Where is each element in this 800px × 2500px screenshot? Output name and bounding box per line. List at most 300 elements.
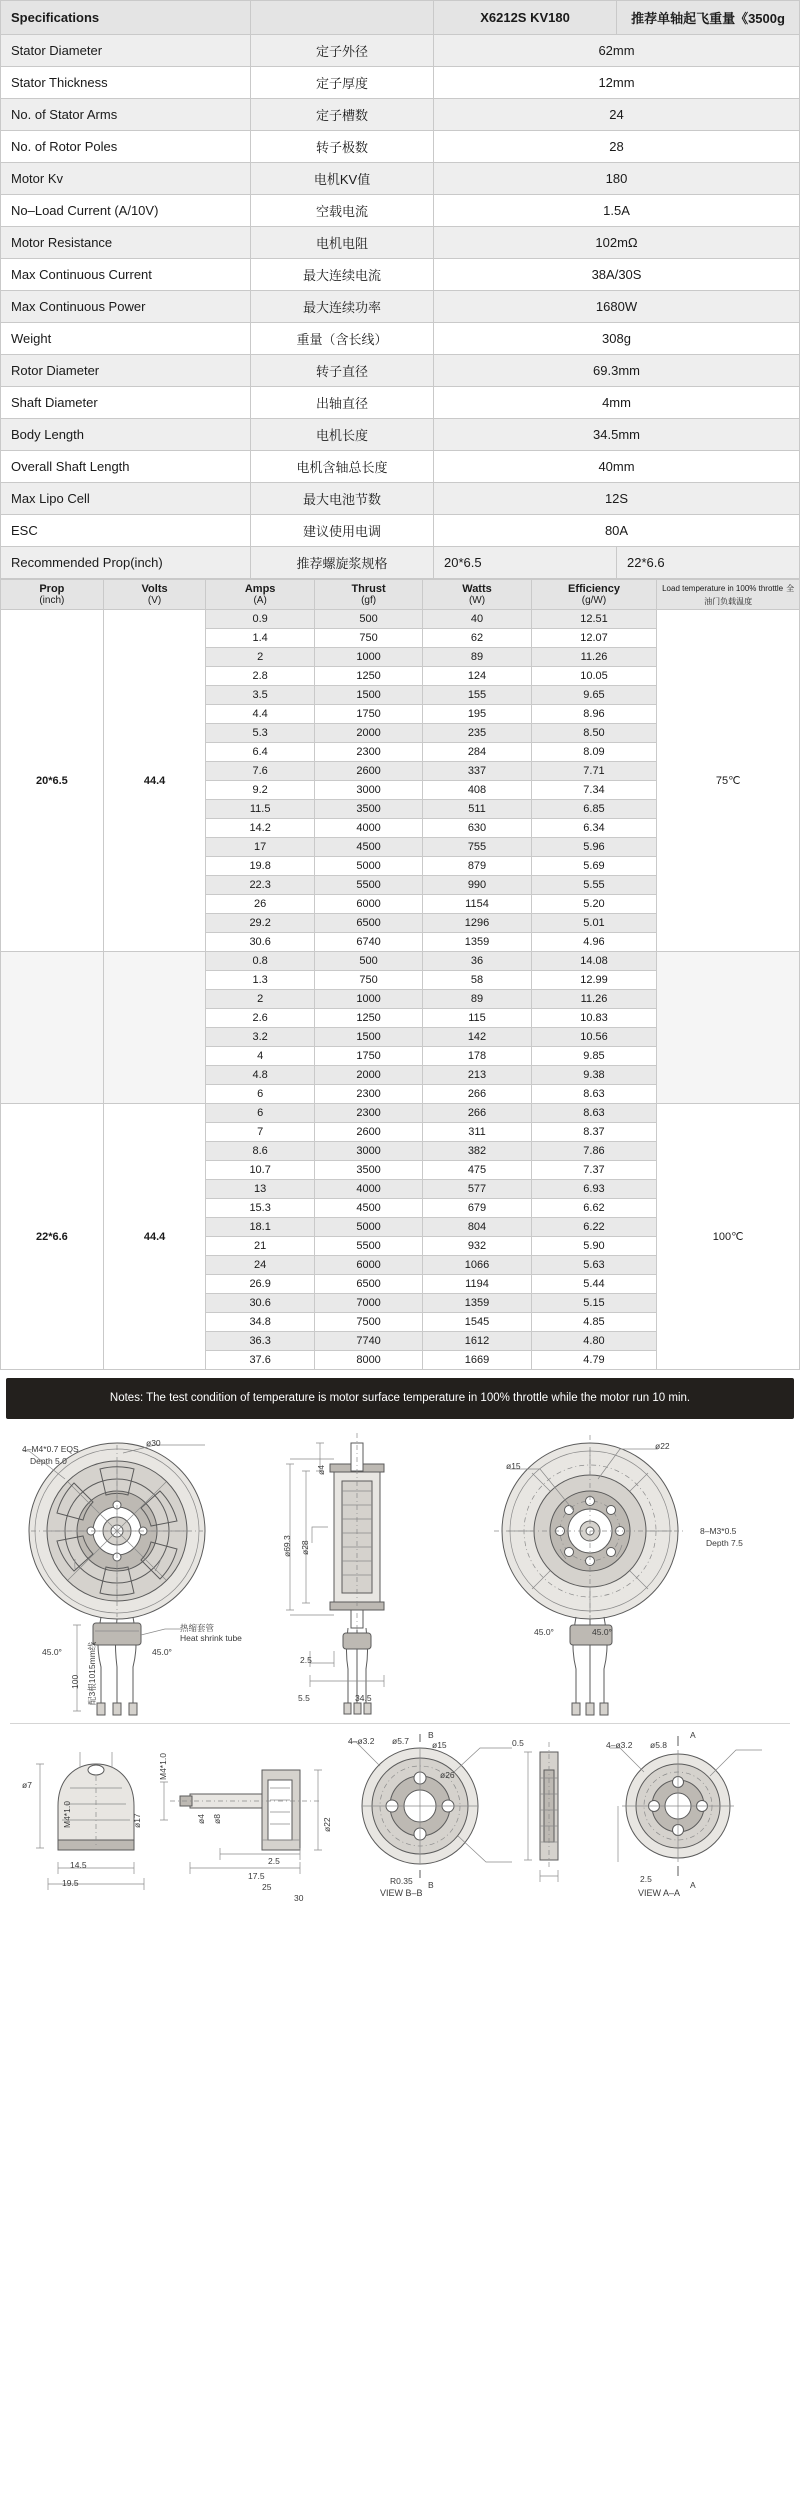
dim-m4: ø22	[322, 1817, 332, 1832]
dim-m7: 25	[262, 1881, 272, 1892]
dim-rear-screw-spec: 8–M3*0.5	[700, 1525, 737, 1536]
perf-header-amps	[206, 580, 314, 610]
cell-thrust: 1000	[314, 648, 422, 667]
cell-thrust: 5000	[314, 1218, 422, 1237]
cell-efficiency: 5.01	[531, 914, 657, 933]
perf-header-volts	[103, 580, 206, 610]
cell-watts: 879	[423, 857, 531, 876]
dim-screw-depth: Depth 5.0	[30, 1455, 67, 1466]
spec-label: Max Continuous Current	[1, 259, 251, 291]
cell-thrust: 6000	[314, 1256, 422, 1275]
cell-thrust: 3000	[314, 1142, 422, 1161]
cell-watts: 1359	[423, 933, 531, 952]
drawing-divider	[10, 1723, 790, 1724]
cell-thrust: 8000	[314, 1351, 422, 1370]
spec-label-cn: 转子极数	[251, 131, 434, 163]
spec-label-cn: 空载电流	[251, 195, 434, 227]
cell-amps: 7	[206, 1123, 314, 1142]
cell-efficiency: 4.79	[531, 1351, 657, 1370]
spec-value: 62mm	[434, 35, 800, 67]
cell-amps: 8.6	[206, 1142, 314, 1161]
drawing-row-bottom	[0, 1728, 800, 1908]
cell-thrust: 7000	[314, 1294, 422, 1313]
cell-amps: 18.1	[206, 1218, 314, 1237]
drawing-row-top	[0, 1419, 800, 1719]
dim-m1: M4*1.0	[158, 1753, 168, 1780]
table-row	[1, 483, 800, 515]
cell-watts: 577	[423, 1180, 531, 1199]
perf-header-temperature	[657, 580, 800, 610]
dim-rear-angle-2: 45.0°	[592, 1626, 612, 1637]
cell-efficiency: 8.50	[531, 724, 657, 743]
cell-efficiency: 10.56	[531, 1028, 657, 1047]
cell-amps: 5.3	[206, 724, 314, 743]
cell-efficiency: 4.85	[531, 1313, 657, 1332]
cell-watts: 266	[423, 1085, 531, 1104]
dim-v5: R0.35	[390, 1875, 413, 1886]
spec-label-cn: 电机长度	[251, 419, 434, 451]
cell-thrust: 4500	[314, 1199, 422, 1218]
label-section-b-bottom: B	[428, 1879, 434, 1890]
table-row	[1, 163, 800, 195]
cell-efficiency: 6.85	[531, 800, 657, 819]
cell-thrust: 7740	[314, 1332, 422, 1351]
table-row	[1, 515, 800, 547]
dim-angle-1: 45.0°	[42, 1646, 62, 1657]
table-row	[1, 259, 800, 291]
cell-efficiency: 9.85	[531, 1047, 657, 1066]
table-row	[1, 547, 800, 579]
cell-watts: 1612	[423, 1332, 531, 1351]
cell-thrust: 500	[314, 952, 422, 971]
cell-efficiency: 5.20	[531, 895, 657, 914]
cell-efficiency: 8.63	[531, 1104, 657, 1123]
cell-efficiency: 14.08	[531, 952, 657, 971]
cell-watts: 178	[423, 1047, 531, 1066]
perf-header-watts-title: Watts	[462, 582, 492, 595]
cell-amps: 4.8	[206, 1066, 314, 1085]
cell-amps: 3.5	[206, 686, 314, 705]
perf-header-prop	[1, 580, 104, 610]
cell-amps: 22.3	[206, 876, 314, 895]
cell-watts: 475	[423, 1161, 531, 1180]
spec-header-specifications: Specifications	[1, 1, 251, 35]
cell-watts: 89	[423, 648, 531, 667]
cell-thrust: 2300	[314, 1085, 422, 1104]
dim-15: ø15	[506, 1460, 521, 1471]
cell-thrust: 2000	[314, 1066, 422, 1085]
cell-efficiency: 5.55	[531, 876, 657, 895]
cell-efficiency: 12.99	[531, 971, 657, 990]
table-row	[1, 610, 800, 629]
cell-amps: 13	[206, 1180, 314, 1199]
cell-thrust: 6740	[314, 933, 422, 952]
cell-amps: 4	[206, 1047, 314, 1066]
spec-label: Max Continuous Power	[1, 291, 251, 323]
cell-watts: 235	[423, 724, 531, 743]
cell-efficiency: 4.80	[531, 1332, 657, 1351]
dim-m3: ø8	[212, 1814, 222, 1824]
spec-label: Max Lipo Cell	[1, 483, 251, 515]
cell-efficiency: 5.15	[531, 1294, 657, 1313]
cell-efficiency: 10.05	[531, 667, 657, 686]
cell-watts: 1669	[423, 1351, 531, 1370]
specifications-table	[0, 0, 800, 579]
label-view-aa: VIEW A–A	[638, 1887, 681, 1898]
spec-value: 1.5A	[434, 195, 800, 227]
dim-v2: ø5.7	[392, 1735, 410, 1746]
spec-value: 69.3mm	[434, 355, 800, 387]
perf-header-thrust-unit: (gf)	[361, 595, 377, 607]
cell-watts: 284	[423, 743, 531, 762]
cell-watts: 679	[423, 1199, 531, 1218]
spec-label: No–Load Current (A/10V)	[1, 195, 251, 227]
spec-value: 40mm	[434, 451, 800, 483]
dim-rear-angle-1: 45.0°	[534, 1626, 554, 1637]
spec-label: No. of Stator Arms	[1, 99, 251, 131]
spec-label: Recommended Prop(inch)	[1, 547, 251, 579]
spec-value-prop2: 22*6.6	[617, 547, 800, 579]
cell-watts: 124	[423, 667, 531, 686]
dim-v4: ø26	[440, 1769, 455, 1780]
cell-amps: 3.2	[206, 1028, 314, 1047]
cell-watts: 155	[423, 686, 531, 705]
cell-efficiency: 7.86	[531, 1142, 657, 1161]
cell-amps: 14.2	[206, 819, 314, 838]
cell-watts: 630	[423, 819, 531, 838]
perf-group-volts: 44.4	[103, 610, 206, 952]
spec-value: 80A	[434, 515, 800, 547]
spec-header-row	[1, 1, 800, 35]
perf-header-temperature-unit: 全油门负载温度	[704, 584, 795, 606]
spec-value: 180	[434, 163, 800, 195]
cell-thrust: 2300	[314, 743, 422, 762]
cell-watts: 311	[423, 1123, 531, 1142]
dim-m8: 30	[294, 1892, 304, 1903]
cell-watts: 1296	[423, 914, 531, 933]
spec-label-cn: 建议使用电调	[251, 515, 434, 547]
table-row	[1, 131, 800, 163]
cell-efficiency: 5.63	[531, 1256, 657, 1275]
cell-efficiency: 4.96	[531, 933, 657, 952]
cell-watts: 142	[423, 1028, 531, 1047]
cell-efficiency: 8.96	[531, 705, 657, 724]
dim-345: 34.5	[355, 1692, 372, 1703]
label-section-b-top: B	[428, 1729, 434, 1740]
cell-watts: 932	[423, 1237, 531, 1256]
cell-watts: 804	[423, 1218, 531, 1237]
cell-watts: 213	[423, 1066, 531, 1085]
cell-thrust: 3500	[314, 800, 422, 819]
dim-l2: 19.5	[62, 1877, 79, 1888]
cell-amps: 21	[206, 1237, 314, 1256]
cell-thrust: 4500	[314, 838, 422, 857]
spec-value: 34.5mm	[434, 419, 800, 451]
cell-thrust: 750	[314, 971, 422, 990]
cell-efficiency: 9.38	[531, 1066, 657, 1085]
perf-header-efficiency	[531, 580, 657, 610]
cell-watts: 511	[423, 800, 531, 819]
spec-label: Stator Diameter	[1, 35, 251, 67]
cell-amps: 7.6	[206, 762, 314, 781]
cell-amps: 19.8	[206, 857, 314, 876]
cell-watts: 408	[423, 781, 531, 800]
cell-watts: 266	[423, 1104, 531, 1123]
cell-watts: 115	[423, 1009, 531, 1028]
dim-a4: 2.5	[640, 1873, 652, 1884]
cell-amps: 6	[206, 1104, 314, 1123]
cell-amps: 36.3	[206, 1332, 314, 1351]
cell-thrust: 6000	[314, 895, 422, 914]
cell-thrust: 1000	[314, 990, 422, 1009]
spec-label-cn: 定子外径	[251, 35, 434, 67]
cell-thrust: 5500	[314, 876, 422, 895]
cell-amps: 2.6	[206, 1009, 314, 1028]
table-row	[1, 387, 800, 419]
spec-label-cn: 转子直径	[251, 355, 434, 387]
dim-25: 2.5	[300, 1654, 312, 1665]
spec-value: 1680W	[434, 291, 800, 323]
spec-header-blank	[251, 1, 434, 35]
performance-table	[0, 579, 800, 1370]
perf-group-volts: 44.4	[103, 1104, 206, 1370]
cell-amps: 34.8	[206, 1313, 314, 1332]
spec-value: 102mΩ	[434, 227, 800, 259]
cell-watts: 1066	[423, 1256, 531, 1275]
cell-amps: 15.3	[206, 1199, 314, 1218]
spec-label: Overall Shaft Length	[1, 451, 251, 483]
cell-watts: 195	[423, 705, 531, 724]
perf-group-volts-blank	[103, 952, 206, 1104]
cell-efficiency: 8.09	[531, 743, 657, 762]
spec-value: 28	[434, 131, 800, 163]
table-row	[1, 952, 800, 971]
spec-label-cn: 定子槽数	[251, 99, 434, 131]
dim-28: ø28	[300, 1540, 310, 1555]
spec-label: Motor Kv	[1, 163, 251, 195]
cell-watts: 755	[423, 838, 531, 857]
spec-label: No. of Rotor Poles	[1, 131, 251, 163]
cell-watts: 62	[423, 629, 531, 648]
cell-thrust: 1250	[314, 1009, 422, 1028]
spec-label-cn: 最大电池节数	[251, 483, 434, 515]
cell-efficiency: 6.62	[531, 1199, 657, 1218]
cell-efficiency: 9.65	[531, 686, 657, 705]
drawing-flange-bb	[340, 1728, 520, 1898]
perf-header-efficiency-title: Efficiency	[567, 582, 620, 595]
spec-label: Body Length	[1, 419, 251, 451]
cell-thrust: 4000	[314, 1180, 422, 1199]
cell-efficiency: 6.22	[531, 1218, 657, 1237]
dim-heat-tube-cn: 热缩套管	[180, 1622, 215, 1633]
cell-amps: 10.7	[206, 1161, 314, 1180]
dim-angle-2: 45.0°	[152, 1646, 172, 1657]
dim-wire-length: 100	[70, 1674, 80, 1689]
perf-header-prop-title: Prop	[39, 582, 65, 595]
table-row	[1, 291, 800, 323]
spec-value-prop1: 20*6.5	[434, 547, 617, 579]
spec-label-cn: 最大连续功率	[251, 291, 434, 323]
cell-amps: 11.5	[206, 800, 314, 819]
cell-amps: 0.9	[206, 610, 314, 629]
cell-amps: 6	[206, 1085, 314, 1104]
perf-header-row	[1, 580, 800, 610]
spec-label-cn: 重量（含长线）	[251, 323, 434, 355]
spec-label-cn: 电机KV值	[251, 163, 434, 195]
cell-thrust: 1250	[314, 667, 422, 686]
cell-amps: 2	[206, 990, 314, 1009]
cell-watts: 990	[423, 876, 531, 895]
cell-thrust: 6500	[314, 914, 422, 933]
cell-thrust: 2000	[314, 724, 422, 743]
cell-efficiency: 12.51	[531, 610, 657, 629]
dim-v6: 0.5	[512, 1737, 524, 1748]
label-section-a-bottom: A	[690, 1879, 696, 1890]
dim-22: ø22	[655, 1440, 670, 1451]
cell-watts: 1359	[423, 1294, 531, 1313]
drawing-flange-aa	[600, 1728, 780, 1898]
dim-a1: 4–ø3.2	[606, 1739, 633, 1750]
dim-m6: 17.5	[248, 1870, 265, 1881]
perf-group-prop-blank	[1, 952, 104, 1104]
cell-amps: 9.2	[206, 781, 314, 800]
perf-header-prop-unit: (inch)	[39, 595, 65, 607]
cell-amps: 6.4	[206, 743, 314, 762]
cell-efficiency: 6.34	[531, 819, 657, 838]
perf-group-prop: 20*6.5	[1, 610, 104, 952]
cell-amps: 1.3	[206, 971, 314, 990]
cell-amps: 2.8	[206, 667, 314, 686]
cell-thrust: 2600	[314, 762, 422, 781]
cell-thrust: 3000	[314, 781, 422, 800]
perf-group-prop: 22*6.6	[1, 1104, 104, 1370]
dim-d1: ø7	[22, 1779, 32, 1790]
spec-label: ESC	[1, 515, 251, 547]
perf-header-volts-title: Volts	[141, 582, 168, 595]
perf-header-amps-title: Amps	[244, 582, 276, 595]
spec-label: Rotor Diameter	[1, 355, 251, 387]
notes-banner: Notes: The test condition of temperature is motor surface temperature in 100% throttle while the motor run 10 min.	[6, 1378, 794, 1419]
spec-label-cn: 最大连续电流	[251, 259, 434, 291]
spec-value: 24	[434, 99, 800, 131]
cell-watts: 89	[423, 990, 531, 1009]
spec-label: Stator Thickness	[1, 67, 251, 99]
cell-thrust: 1750	[314, 1047, 422, 1066]
cell-efficiency: 8.37	[531, 1123, 657, 1142]
table-row	[1, 323, 800, 355]
cell-watts: 337	[423, 762, 531, 781]
table-row	[1, 99, 800, 131]
dim-v3: ø15	[432, 1739, 447, 1750]
dim-body-diameter: ø69.3	[282, 1535, 292, 1557]
dim-shaft-diameter: ø4	[316, 1465, 326, 1475]
spec-label: Shaft Diameter	[1, 387, 251, 419]
cell-amps: 37.6	[206, 1351, 314, 1370]
cell-thrust: 750	[314, 629, 422, 648]
cell-thrust: 2300	[314, 1104, 422, 1123]
cell-efficiency: 10.83	[531, 1009, 657, 1028]
table-row	[1, 419, 800, 451]
table-row	[1, 195, 800, 227]
spec-value: 12mm	[434, 67, 800, 99]
cell-efficiency: 6.93	[531, 1180, 657, 1199]
perf-group-temperature: 75℃	[657, 610, 800, 952]
label-view-bb: VIEW B–B	[380, 1887, 423, 1898]
cell-efficiency: 5.44	[531, 1275, 657, 1294]
perf-header-watts-unit: (W)	[468, 595, 486, 607]
cell-efficiency: 11.26	[531, 990, 657, 1009]
cell-amps: 2	[206, 648, 314, 667]
cell-watts: 1154	[423, 895, 531, 914]
technical-drawings	[0, 1419, 800, 1908]
spec-label-cn: 电机电阻	[251, 227, 434, 259]
spec-value: 38A/30S	[434, 259, 800, 291]
table-row	[1, 355, 800, 387]
cell-amps: 4.4	[206, 705, 314, 724]
cell-efficiency: 7.34	[531, 781, 657, 800]
cell-watts: 58	[423, 971, 531, 990]
spec-value: 4mm	[434, 387, 800, 419]
cell-efficiency: 12.07	[531, 629, 657, 648]
cell-thrust: 2600	[314, 1123, 422, 1142]
cell-amps: 26.9	[206, 1275, 314, 1294]
spec-value: 308g	[434, 323, 800, 355]
dim-rear-screw-depth: Depth 7.5	[706, 1537, 743, 1548]
dim-l1: 14.5	[70, 1859, 87, 1870]
cell-thrust: 5000	[314, 857, 422, 876]
dim-d2: M4*1.0	[62, 1801, 72, 1828]
cell-thrust: 5500	[314, 1237, 422, 1256]
cell-amps: 1.4	[206, 629, 314, 648]
cell-watts: 382	[423, 1142, 531, 1161]
spec-header-model: X6212S KV180	[434, 1, 617, 35]
spec-header-takeoff-weight: 推荐单轴起飞重量《3500g	[617, 1, 800, 35]
dim-d3: ø17	[132, 1813, 142, 1828]
cell-efficiency: 7.37	[531, 1161, 657, 1180]
cell-thrust: 6500	[314, 1275, 422, 1294]
dim-m5: 2.5	[268, 1855, 280, 1866]
cell-amps: 17	[206, 838, 314, 857]
cell-efficiency: 5.96	[531, 838, 657, 857]
perf-header-temperature-title: Load temperature in 100% throttle	[662, 584, 784, 593]
drawing-side-section	[250, 1419, 465, 1719]
cell-thrust: 1750	[314, 705, 422, 724]
cell-amps: 24	[206, 1256, 314, 1275]
cell-thrust: 500	[314, 610, 422, 629]
cell-efficiency: 5.69	[531, 857, 657, 876]
dim-a2: ø5.8	[650, 1739, 668, 1750]
cell-thrust: 1500	[314, 1028, 422, 1047]
cell-amps: 30.6	[206, 1294, 314, 1313]
spec-value: 12S	[434, 483, 800, 515]
table-row	[1, 67, 800, 99]
spec-label: Weight	[1, 323, 251, 355]
perf-header-watts	[423, 580, 531, 610]
cell-amps: 30.6	[206, 933, 314, 952]
cell-thrust: 3500	[314, 1161, 422, 1180]
cell-efficiency: 7.71	[531, 762, 657, 781]
dim-v1: 4–ø3.2	[348, 1735, 375, 1746]
spec-label-cn: 出轴直径	[251, 387, 434, 419]
perf-header-efficiency-unit: (g/W)	[581, 595, 607, 607]
cell-efficiency: 5.90	[531, 1237, 657, 1256]
table-row	[1, 35, 800, 67]
perf-group-temperature-blank	[657, 952, 800, 1104]
cell-watts: 36	[423, 952, 531, 971]
dim-wire-note: 配3根1015mm线	[87, 1641, 97, 1705]
table-row	[1, 1104, 800, 1123]
drawing-shaft-adapter	[150, 1728, 340, 1898]
